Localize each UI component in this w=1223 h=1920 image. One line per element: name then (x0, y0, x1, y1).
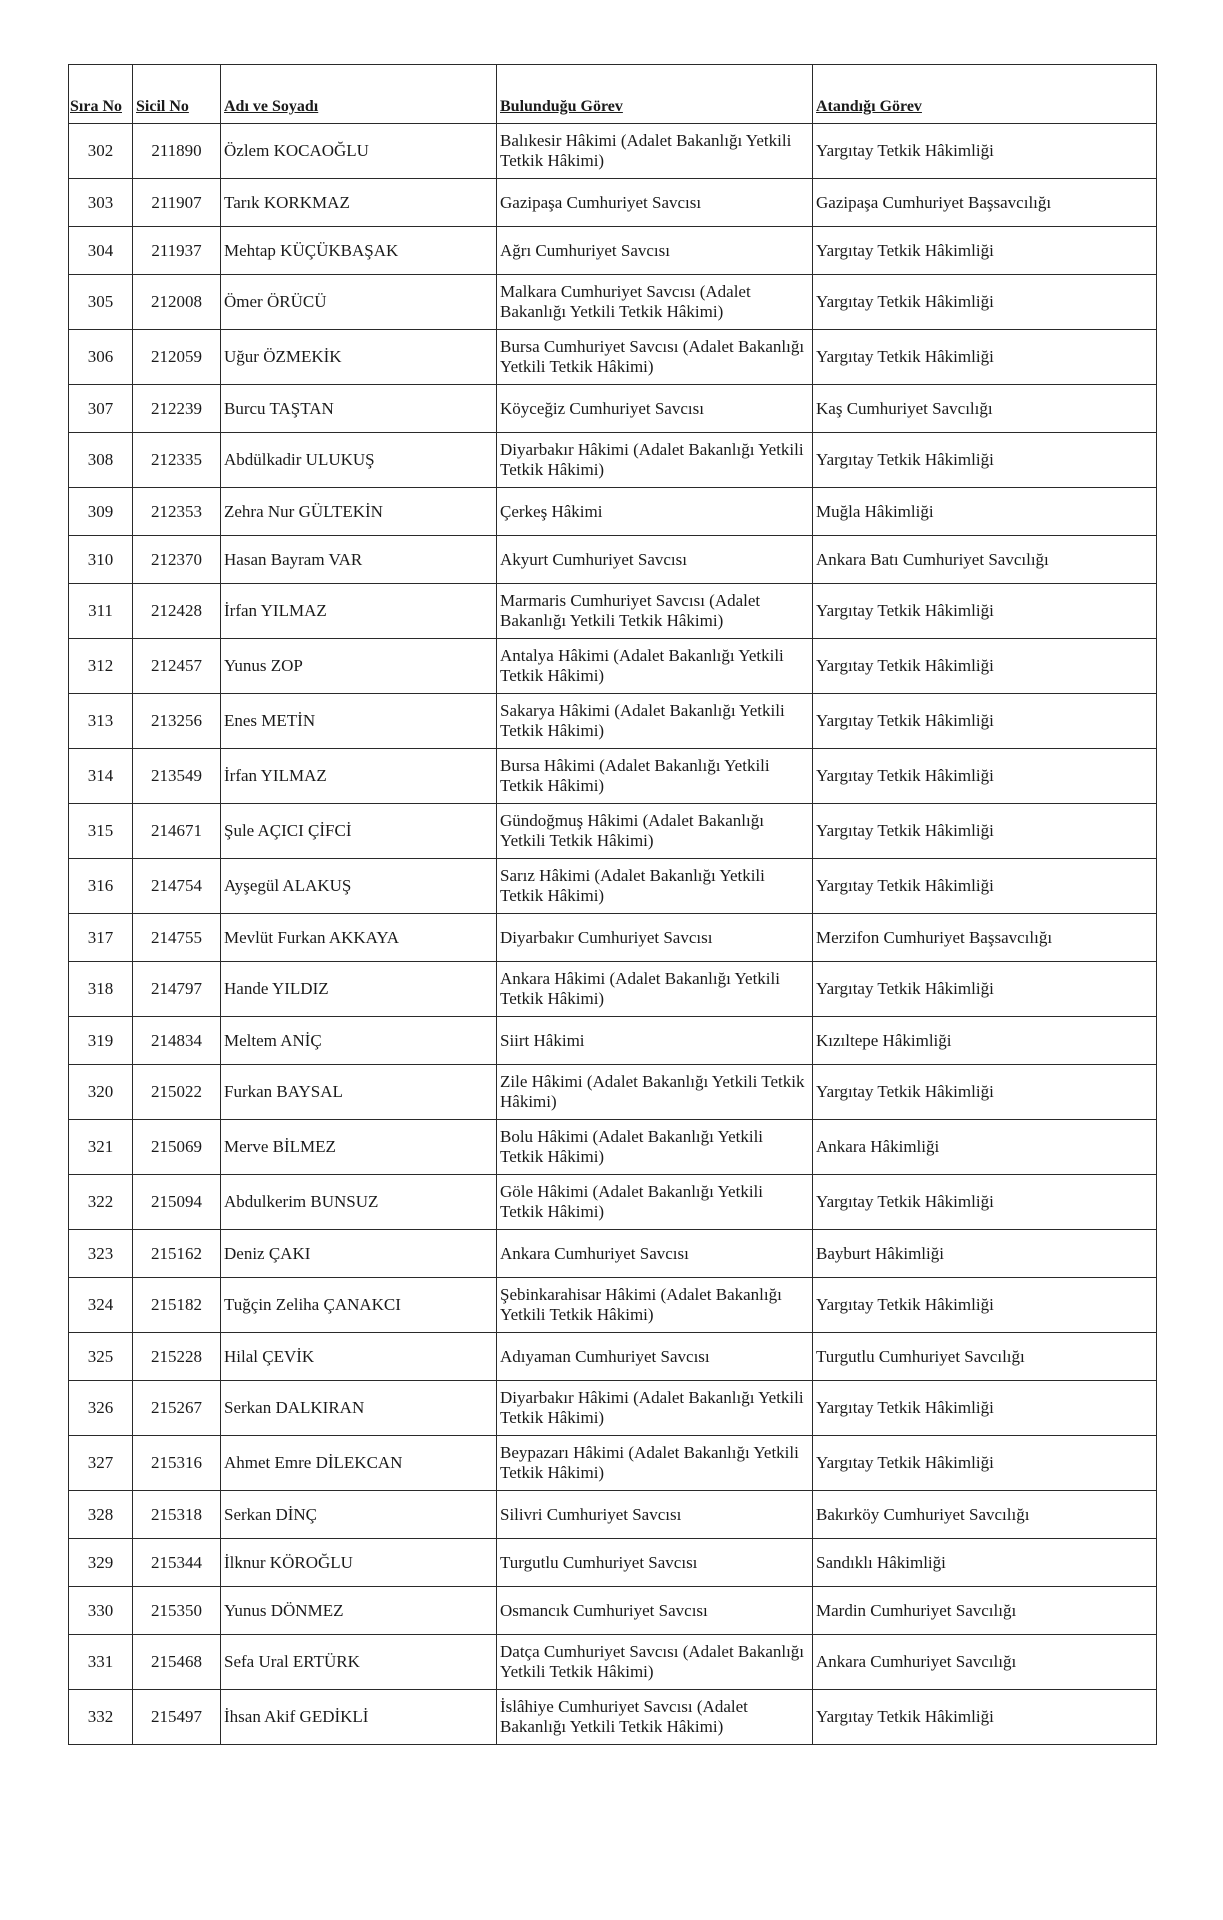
new-post-cell: Bakırköy Cumhuriyet Savcılığı (813, 1491, 1157, 1539)
new-post-cell: Yargıtay Tetkik Hâkimliği (813, 962, 1157, 1017)
new-post-cell: Yargıtay Tetkik Hâkimliği (813, 1436, 1157, 1491)
name-cell: İlknur KÖROĞLU (221, 1539, 497, 1587)
name-cell: İhsan Akif GEDİKLİ (221, 1690, 497, 1745)
sicil-no-cell: 213549 (133, 749, 221, 804)
current-post-cell: İslâhiye Cumhuriyet Savcısı (Adalet Bakanlığı Yetkili Tetkik Hâkimi) (497, 1690, 813, 1745)
new-post-cell: Yargıtay Tetkik Hâkimliği (813, 749, 1157, 804)
sicil-no-cell: 215318 (133, 1491, 221, 1539)
sicil-no-cell: 212353 (133, 488, 221, 536)
name-cell: Abdülkadir ULUKUŞ (221, 433, 497, 488)
name-cell: Zehra Nur GÜLTEKİN (221, 488, 497, 536)
name-cell: Ömer ÖRÜCÜ (221, 275, 497, 330)
sicil-no-cell: 211890 (133, 124, 221, 179)
current-post-cell: Bursa Cumhuriyet Savcısı (Adalet Bakanlığı Yetkili Tetkik Hâkimi) (497, 330, 813, 385)
table-row (69, 330, 1157, 385)
table-row (69, 1017, 1157, 1065)
table-row (69, 1436, 1157, 1491)
name-cell: Burcu TAŞTAN (221, 385, 497, 433)
table-row (69, 962, 1157, 1017)
table-row (69, 1175, 1157, 1230)
new-post-cell: Ankara Batı Cumhuriyet Savcılığı (813, 536, 1157, 584)
sicil-no-cell: 215228 (133, 1333, 221, 1381)
table-row (69, 227, 1157, 275)
name-cell: Merve BİLMEZ (221, 1120, 497, 1175)
sira-no-cell: 318 (69, 962, 133, 1017)
current-post-cell: Osmancık Cumhuriyet Savcısı (497, 1587, 813, 1635)
sira-no-cell: 321 (69, 1120, 133, 1175)
new-post-cell: Sandıklı Hâkimliği (813, 1539, 1157, 1587)
sira-no-cell: 302 (69, 124, 133, 179)
new-post-cell: Yargıtay Tetkik Hâkimliği (813, 1175, 1157, 1230)
sira-no-cell: 310 (69, 536, 133, 584)
table-row (69, 749, 1157, 804)
new-post-cell: Yargıtay Tetkik Hâkimliği (813, 1065, 1157, 1120)
sira-no-cell: 325 (69, 1333, 133, 1381)
current-post-cell: Şebinkarahisar Hâkimi (Adalet Bakanlığı Yetkili Tetkik Hâkimi) (497, 1278, 813, 1333)
current-post-cell: Diyarbakır Cumhuriyet Savcısı (497, 914, 813, 962)
sira-no-cell: 304 (69, 227, 133, 275)
new-post-cell: Yargıtay Tetkik Hâkimliği (813, 330, 1157, 385)
sicil-no-cell: 215497 (133, 1690, 221, 1745)
name-cell: Tuğçin Zeliha ÇANAKCI (221, 1278, 497, 1333)
sira-no-cell: 306 (69, 330, 133, 385)
header-row (69, 65, 1157, 124)
sira-no-cell: 331 (69, 1635, 133, 1690)
sicil-no-cell: 212059 (133, 330, 221, 385)
table-row (69, 1690, 1157, 1745)
name-cell: Hande YILDIZ (221, 962, 497, 1017)
table-row (69, 124, 1157, 179)
name-cell: Ahmet Emre DİLEKCAN (221, 1436, 497, 1491)
name-cell: Ayşegül ALAKUŞ (221, 859, 497, 914)
new-post-cell: Yargıtay Tetkik Hâkimliği (813, 639, 1157, 694)
new-post-cell: Yargıtay Tetkik Hâkimliği (813, 584, 1157, 639)
header-adi-soyadi: Adı ve Soyadı (221, 65, 497, 124)
sira-no-cell: 315 (69, 804, 133, 859)
sicil-no-cell: 214755 (133, 914, 221, 962)
table-row (69, 1587, 1157, 1635)
sicil-no-cell: 214754 (133, 859, 221, 914)
new-post-cell: Mardin Cumhuriyet Savcılığı (813, 1587, 1157, 1635)
name-cell: Yunus ZOP (221, 639, 497, 694)
new-post-cell: Bayburt Hâkimliği (813, 1230, 1157, 1278)
sicil-no-cell: 213256 (133, 694, 221, 749)
table-row (69, 1120, 1157, 1175)
name-cell: Hasan Bayram VAR (221, 536, 497, 584)
current-post-cell: Gündoğmuş Hâkimi (Adalet Bakanlığı Yetkili Tetkik Hâkimi) (497, 804, 813, 859)
current-post-cell: Köyceğiz Cumhuriyet Savcısı (497, 385, 813, 433)
current-post-cell: Diyarbakır Hâkimi (Adalet Bakanlığı Yetkili Tetkik Hâkimi) (497, 433, 813, 488)
current-post-cell: Adıyaman Cumhuriyet Savcısı (497, 1333, 813, 1381)
sicil-no-cell: 215069 (133, 1120, 221, 1175)
current-post-cell: Silivri Cumhuriyet Savcısı (497, 1491, 813, 1539)
new-post-cell: Yargıtay Tetkik Hâkimliği (813, 433, 1157, 488)
sira-no-cell: 317 (69, 914, 133, 962)
current-post-cell: Marmaris Cumhuriyet Savcısı (Adalet Bakanlığı Yetkili Tetkik Hâkimi) (497, 584, 813, 639)
sira-no-cell: 311 (69, 584, 133, 639)
sicil-no-cell: 211937 (133, 227, 221, 275)
name-cell: Enes METİN (221, 694, 497, 749)
table-row (69, 1381, 1157, 1436)
sira-no-cell: 316 (69, 859, 133, 914)
name-cell: Sefa Ural ERTÜRK (221, 1635, 497, 1690)
sira-no-cell: 314 (69, 749, 133, 804)
current-post-cell: Çerkeş Hâkimi (497, 488, 813, 536)
sira-no-cell: 329 (69, 1539, 133, 1587)
table-row (69, 1491, 1157, 1539)
current-post-cell: Ankara Hâkimi (Adalet Bakanlığı Yetkili Tetkik Hâkimi) (497, 962, 813, 1017)
sicil-no-cell: 211907 (133, 179, 221, 227)
table-row (69, 1065, 1157, 1120)
new-post-cell: Kaş Cumhuriyet Savcılığı (813, 385, 1157, 433)
sira-no-cell: 332 (69, 1690, 133, 1745)
sira-no-cell: 324 (69, 1278, 133, 1333)
name-cell: Yunus DÖNMEZ (221, 1587, 497, 1635)
header-atandigi-gorev: Atandığı Görev (813, 65, 1157, 124)
table-row (69, 488, 1157, 536)
sira-no-cell: 303 (69, 179, 133, 227)
header-bulundugu-gorev: Bulunduğu Görev (497, 65, 813, 124)
current-post-cell: Bolu Hâkimi (Adalet Bakanlığı Yetkili Tetkik Hâkimi) (497, 1120, 813, 1175)
name-cell: İrfan YILMAZ (221, 749, 497, 804)
table-row (69, 859, 1157, 914)
name-cell: Abdulkerim BUNSUZ (221, 1175, 497, 1230)
new-post-cell: Merzifon Cumhuriyet Başsavcılığı (813, 914, 1157, 962)
appointments-table (68, 64, 1157, 1745)
table-row (69, 385, 1157, 433)
name-cell: Mevlüt Furkan AKKAYA (221, 914, 497, 962)
sicil-no-cell: 212008 (133, 275, 221, 330)
sicil-no-cell: 215316 (133, 1436, 221, 1491)
new-post-cell: Yargıtay Tetkik Hâkimliği (813, 804, 1157, 859)
current-post-cell: Malkara Cumhuriyet Savcısı (Adalet Bakanlığı Yetkili Tetkik Hâkimi) (497, 275, 813, 330)
name-cell: Furkan BAYSAL (221, 1065, 497, 1120)
new-post-cell: Gazipaşa Cumhuriyet Başsavcılığı (813, 179, 1157, 227)
current-post-cell: Balıkesir Hâkimi (Adalet Bakanlığı Yetkili Tetkik Hâkimi) (497, 124, 813, 179)
sicil-no-cell: 212335 (133, 433, 221, 488)
current-post-cell: Turgutlu Cumhuriyet Savcısı (497, 1539, 813, 1587)
sira-no-cell: 305 (69, 275, 133, 330)
new-post-cell: Yargıtay Tetkik Hâkimliği (813, 1278, 1157, 1333)
new-post-cell: Yargıtay Tetkik Hâkimliği (813, 859, 1157, 914)
sicil-no-cell: 212239 (133, 385, 221, 433)
header-sicil-no: Sicil No (133, 65, 221, 124)
table-row (69, 804, 1157, 859)
sira-no-cell: 320 (69, 1065, 133, 1120)
name-cell: Özlem KOCAOĞLU (221, 124, 497, 179)
table-row (69, 694, 1157, 749)
current-post-cell: Sarız Hâkimi (Adalet Bakanlığı Yetkili Tetkik Hâkimi) (497, 859, 813, 914)
sicil-no-cell: 214797 (133, 962, 221, 1017)
current-post-cell: Beypazarı Hâkimi (Adalet Bakanlığı Yetkili Tetkik Hâkimi) (497, 1436, 813, 1491)
name-cell: Meltem ANİÇ (221, 1017, 497, 1065)
sicil-no-cell: 212457 (133, 639, 221, 694)
current-post-cell: Gazipaşa Cumhuriyet Savcısı (497, 179, 813, 227)
name-cell: Uğur ÖZMEKİK (221, 330, 497, 385)
sira-no-cell: 328 (69, 1491, 133, 1539)
current-post-cell: Bursa Hâkimi (Adalet Bakanlığı Yetkili Tetkik Hâkimi) (497, 749, 813, 804)
table-row (69, 914, 1157, 962)
table-row (69, 275, 1157, 330)
sicil-no-cell: 214671 (133, 804, 221, 859)
table-row (69, 639, 1157, 694)
new-post-cell: Turgutlu Cumhuriyet Savcılığı (813, 1333, 1157, 1381)
sicil-no-cell: 215267 (133, 1381, 221, 1436)
name-cell: Tarık KORKMAZ (221, 179, 497, 227)
name-cell: Serkan DİNÇ (221, 1491, 497, 1539)
table-row (69, 179, 1157, 227)
name-cell: Mehtap KÜÇÜKBAŞAK (221, 227, 497, 275)
sira-no-cell: 326 (69, 1381, 133, 1436)
sira-no-cell: 327 (69, 1436, 133, 1491)
name-cell: Deniz ÇAKI (221, 1230, 497, 1278)
new-post-cell: Ankara Hâkimliği (813, 1120, 1157, 1175)
new-post-cell: Yargıtay Tetkik Hâkimliği (813, 124, 1157, 179)
table-row (69, 1333, 1157, 1381)
table-row (69, 433, 1157, 488)
sira-no-cell: 307 (69, 385, 133, 433)
sira-no-cell: 313 (69, 694, 133, 749)
new-post-cell: Yargıtay Tetkik Hâkimliği (813, 694, 1157, 749)
table-row (69, 536, 1157, 584)
current-post-cell: Ağrı Cumhuriyet Savcısı (497, 227, 813, 275)
sicil-no-cell: 212428 (133, 584, 221, 639)
sicil-no-cell: 215468 (133, 1635, 221, 1690)
new-post-cell: Ankara Cumhuriyet Savcılığı (813, 1635, 1157, 1690)
current-post-cell: Antalya Hâkimi (Adalet Bakanlığı Yetkili Tetkik Hâkimi) (497, 639, 813, 694)
table-row (69, 1278, 1157, 1333)
sicil-no-cell: 212370 (133, 536, 221, 584)
name-cell: Hilal ÇEVİK (221, 1333, 497, 1381)
sicil-no-cell: 215094 (133, 1175, 221, 1230)
sicil-no-cell: 215022 (133, 1065, 221, 1120)
table-row (69, 1635, 1157, 1690)
sira-no-cell: 323 (69, 1230, 133, 1278)
name-cell: Şule AÇICI ÇİFCİ (221, 804, 497, 859)
sira-no-cell: 319 (69, 1017, 133, 1065)
name-cell: İrfan YILMAZ (221, 584, 497, 639)
current-post-cell: Zile Hâkimi (Adalet Bakanlığı Yetkili Tetkik Hâkimi) (497, 1065, 813, 1120)
table-row (69, 584, 1157, 639)
current-post-cell: Ankara Cumhuriyet Savcısı (497, 1230, 813, 1278)
sira-no-cell: 308 (69, 433, 133, 488)
table-row (69, 1539, 1157, 1587)
new-post-cell: Muğla Hâkimliği (813, 488, 1157, 536)
current-post-cell: Göle Hâkimi (Adalet Bakanlığı Yetkili Tetkik Hâkimi) (497, 1175, 813, 1230)
table-row (69, 1230, 1157, 1278)
current-post-cell: Siirt Hâkimi (497, 1017, 813, 1065)
name-cell: Serkan DALKIRAN (221, 1381, 497, 1436)
sira-no-cell: 309 (69, 488, 133, 536)
header-sira-no: Sıra No (69, 65, 133, 124)
current-post-cell: Diyarbakır Hâkimi (Adalet Bakanlığı Yetkili Tetkik Hâkimi) (497, 1381, 813, 1436)
sicil-no-cell: 215162 (133, 1230, 221, 1278)
new-post-cell: Yargıtay Tetkik Hâkimliği (813, 275, 1157, 330)
sicil-no-cell: 215350 (133, 1587, 221, 1635)
sira-no-cell: 322 (69, 1175, 133, 1230)
sicil-no-cell: 215344 (133, 1539, 221, 1587)
new-post-cell: Yargıtay Tetkik Hâkimliği (813, 1381, 1157, 1436)
sira-no-cell: 330 (69, 1587, 133, 1635)
current-post-cell: Sakarya Hâkimi (Adalet Bakanlığı Yetkili Tetkik Hâkimi) (497, 694, 813, 749)
new-post-cell: Yargıtay Tetkik Hâkimliği (813, 1690, 1157, 1745)
new-post-cell: Yargıtay Tetkik Hâkimliği (813, 227, 1157, 275)
new-post-cell: Kızıltepe Hâkimliği (813, 1017, 1157, 1065)
current-post-cell: Akyurt Cumhuriyet Savcısı (497, 536, 813, 584)
current-post-cell: Datça Cumhuriyet Savcısı (Adalet Bakanlığı Yetkili Tetkik Hâkimi) (497, 1635, 813, 1690)
sira-no-cell: 312 (69, 639, 133, 694)
sicil-no-cell: 214834 (133, 1017, 221, 1065)
sicil-no-cell: 215182 (133, 1278, 221, 1333)
